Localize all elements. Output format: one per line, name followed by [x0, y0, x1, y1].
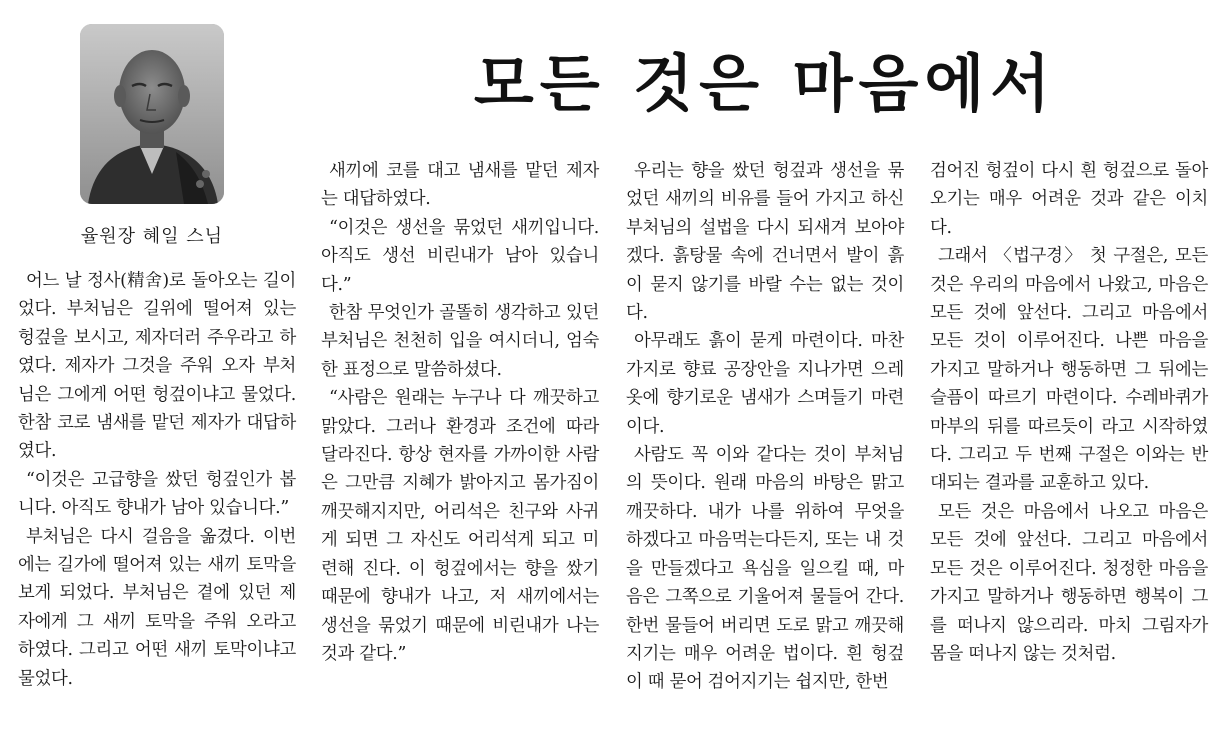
paragraph: 한참 무엇인가 골똘히 생각하고 있던 부처님은 천천히 입을 여시더니, 엄숙한 표정으로 말씀하셨다. [321, 303, 599, 380]
paragraph: “이것은 생선을 묶었던 새끼입니다. 아직도 생선 비린내가 남아 있습니다.” [321, 217, 599, 295]
paragraph: “이것은 고급향을 쌌던 헝겊인가 봅니다. 아직도 향내가 남아 있습니다.” [18, 469, 296, 519]
article-column-3 [626, 157, 904, 697]
author-photo [80, 24, 224, 204]
paragraph: 부처님은 다시 걸음을 옮겼다. 이번에는 길가에 떨어져 있는 새끼 토막을 보게 되었다. 부처님은 곁에 있던 제자에게 그 새끼 토막을 주워 오라고 하였다. 그리고 어떤 새끼 토막이냐고 물었다. [18, 526, 296, 689]
article-column-1 [18, 267, 296, 693]
paragraph: 모든 것은 마음에서 나오고 마음은 모든 것에 앞선다. 그리고 마음에서 모든 것은 이루어진다. 청정한 마음을 가지고 말하거나 행동하면 행복이 그를 떠나지 않으리라. 마치 그림자가 몸을 떠나지 않는 것처럼. [930, 501, 1208, 664]
paragraph: 사람도 꼭 이와 같다는 것이 부처님의 뜻이다. 원래 마음의 바탕은 맑고 깨끗하다. 내가 나를 위하여 무엇을 하겠다고 마음먹는다든지, 또는 내 것을 만들겠다고 욕심을 일으킬 때, 마음은 그쪽으로 기울어져 물들어 간다. 한번 물들어 버리면 도로 맑고 깨끗해지기는 매우 어려운 법이다. 흰 헝겊이 때 묻어 검어지기는 쉽지만, 한번 [626, 445, 904, 693]
paragraph: 아무래도 흙이 묻게 마련이다. 마찬가지로 향료 공장안을 지나가면 으레 옷에 향기로운 냄새가 스며들기 마련이다. [626, 331, 904, 437]
paragraph: 검어진 헝겊이 다시 흰 헝겊으로 돌아오기는 매우 어려운 것과 같은 이치다. [930, 161, 1208, 238]
article-column-2 [321, 157, 599, 668]
paragraph: 우리는 향을 쌌던 헝겊과 생선을 묶었던 새끼의 비유를 들어 가지고 하신 부처님의 설법을 다시 되새겨 보아야겠다. 흙탕물 속에 건너면서 발이 흙이 묻지 않기를 바랄 수는 없는 것이다. [626, 161, 904, 324]
article-title: 모든 것은 마음에서 [473, 47, 1057, 120]
author-caption: 율원장 혜일 스님 [80, 226, 224, 247]
paragraph: “사람은 원래는 누구나 다 깨끗하고 맑았다. 그러나 환경과 조건에 따라 달라진다. 항상 현자를 가까이한 사람은 그만큼 지혜가 밝아지고 몸가짐이 깨끗해지지만, 어리석은 친구와 사귀게 되면 그 자신도 어리석게 되고 미련해 진다. 이 헝겊에서는 향을 쌌기 때문에 향내가 나고, 저 새끼에서는 생선을 묶었기 때문에 비린내가 나는 것과 같다.” [321, 388, 599, 664]
paragraph: 어느 날 정사(精舍)로 돌아오는 길이었다. 부처님은 길위에 떨어져 있는 헝겊을 보시고, 제자더러 주우라고 하였다. 제자가 그것을 주워 오자 부처님은 그에게 어떤 헝겊이냐고 물었다. 한참 코로 냄새를 맡던 제자가 대답하였다. [18, 271, 296, 462]
article-column-4 [930, 157, 1208, 668]
paragraph: 새끼에 코를 대고 냄새를 맡던 제자는 대답하였다. [321, 161, 599, 210]
paragraph: 그래서 〈법구경〉 첫 구절은, 모든 것은 우리의 마음에서 나왔고, 마음은 모든 것에 앞선다. 그리고 마음에서 모든 것이 이루어진다. 나쁜 마음을 가지고 말하거나 행동하면 그 뒤에는 슬픔이 따르기 마련이다. 수레바퀴가 마부의 뒤를 따르듯이 라고 시작하였다. 그리고 두 번째 구절은 이와는 반대되는 결과를 교훈하고 있다. [930, 246, 1208, 494]
monk-portrait-icon [80, 24, 224, 204]
